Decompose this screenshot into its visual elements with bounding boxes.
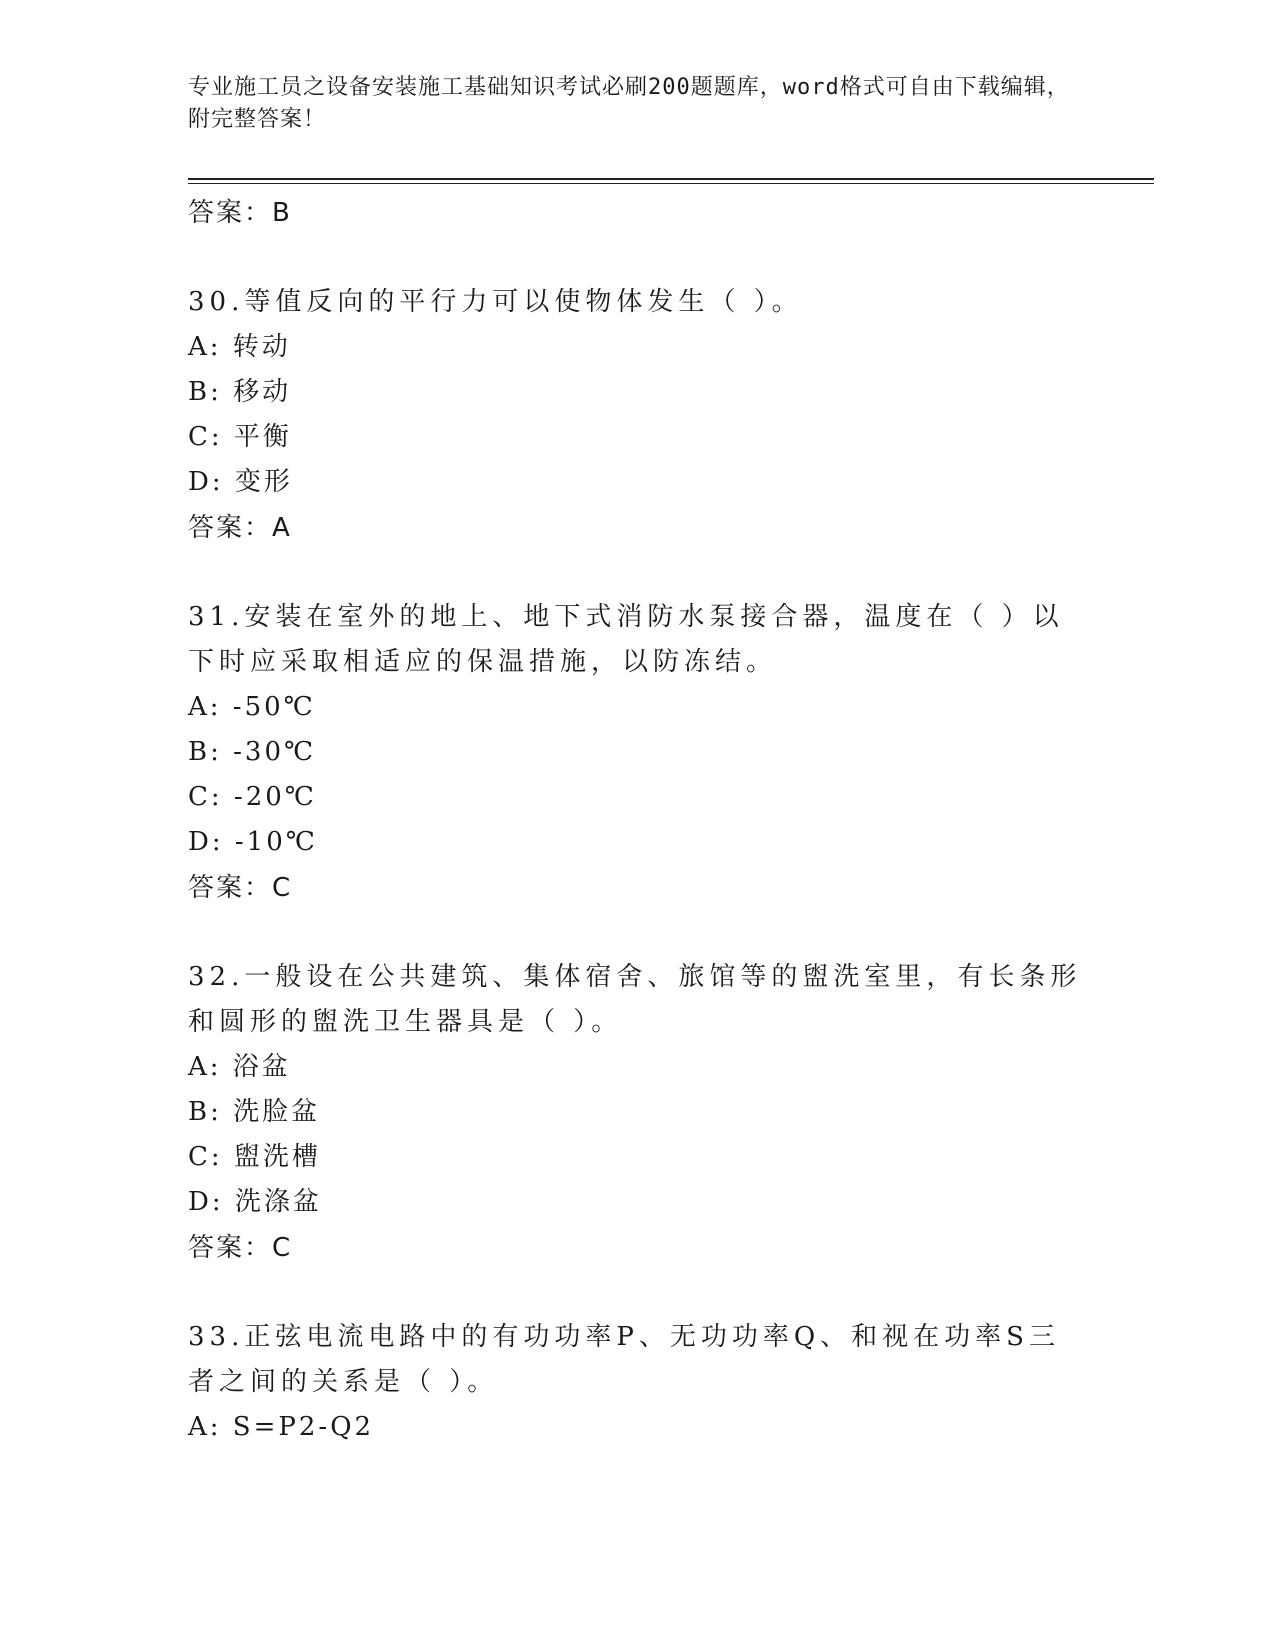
question-text: 32.一般设在公共建筑、集体宿舍、旅馆等的盥洗室里，有长条形和圆形的盥洗卫生器具是（ ）。: [188, 962, 1082, 1037]
option-c: C: 盥洗槽: [188, 1142, 321, 1172]
option-d: D: 变形: [188, 467, 293, 497]
option-a: A: 浴盆: [188, 1052, 291, 1082]
question-block-30: [188, 280, 1088, 551]
question-text: 33.正弦电流电路中的有功功率P、无功功率Q、和视在功率S三者之间的关系是（ ）。: [188, 1322, 1060, 1397]
option-b: B: 洗脸盆: [188, 1097, 321, 1127]
option-b: B: 移动: [188, 377, 292, 407]
option-d: D: 洗涤盆: [188, 1187, 322, 1217]
previous-answer: 答案：B: [188, 198, 292, 228]
question-text: 31.安装在室外的地上、地下式消防水泵接合器，温度在（ ）以下时应采取相适应的保温措施，以防冻结。: [188, 602, 1064, 677]
option-a: A: S=P2-Q2: [188, 1412, 375, 1442]
question-block-31: [188, 595, 1088, 911]
option-c: C: 平衡: [188, 422, 292, 452]
answer-text: 答案：C: [188, 1233, 293, 1263]
question-text: 30.等值反向的平行力可以使物体发生（ ）。: [188, 287, 803, 317]
option-a: A: 转动: [188, 332, 291, 362]
question-block-32: [188, 955, 1088, 1271]
answer-text: 答案：A: [188, 513, 292, 543]
header-divider-thin: [188, 183, 1154, 184]
answer-text: 答案：C: [188, 873, 293, 903]
header-divider-thick: [188, 178, 1154, 180]
option-a: A: -50℃: [188, 692, 316, 722]
document-header-title: 专业施工员之设备安装施工基础知识考试必刷200题题库，word格式可自由下载编辑，附完整答案！: [188, 75, 1070, 132]
question-list: [188, 190, 1088, 1450]
option-c: C: -20℃: [188, 782, 317, 812]
option-d: D: -10℃: [188, 827, 318, 857]
question-block-33: [188, 1315, 1088, 1450]
option-b: B: -30℃: [188, 737, 317, 767]
